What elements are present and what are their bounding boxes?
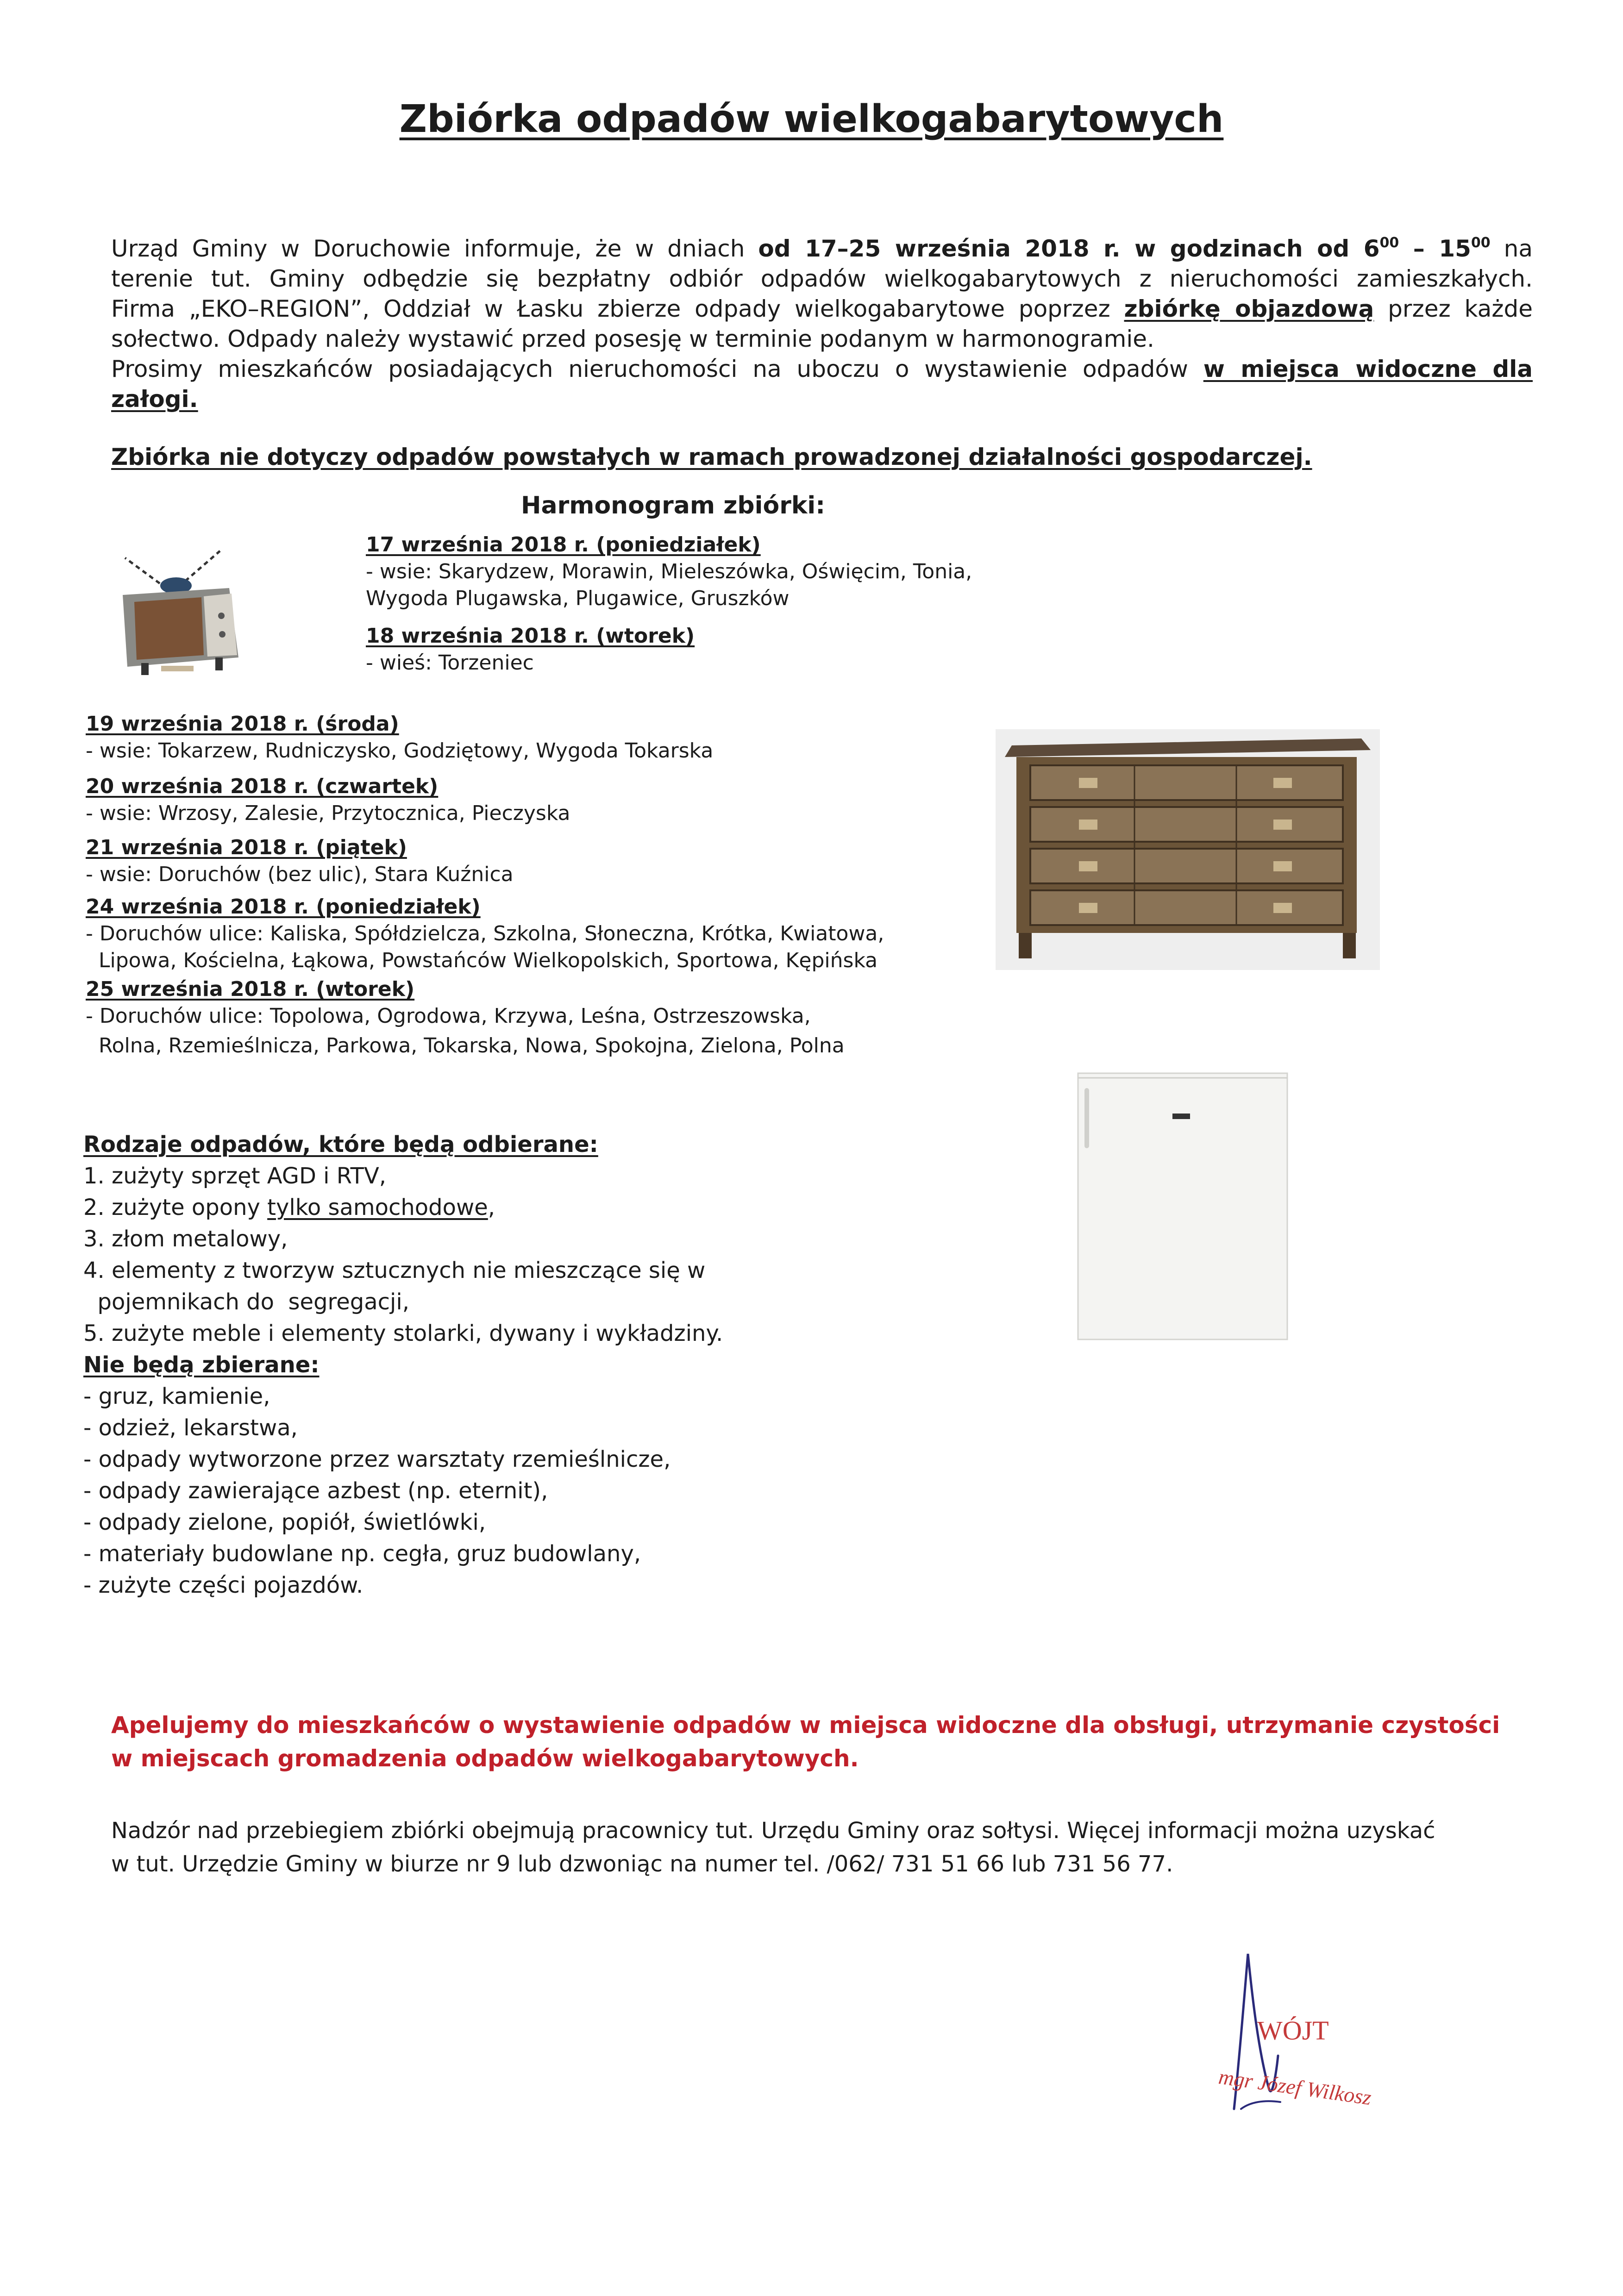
accepted-text: , — [488, 1195, 495, 1220]
contact-paragraph — [111, 1814, 1537, 1881]
rejected-item: - odzież, lekarstwa, — [83, 1415, 298, 1441]
schedule-line: - Doruchów ulice: Topolowa, Ogrodowa, Krzywa, Leśna, Ostrzeszowska, — [86, 1004, 811, 1028]
accepted-text: 2. zużyte opony — [83, 1195, 268, 1220]
schedule-day — [86, 773, 570, 827]
schedule-heading: Harmonogram zbiórki: — [521, 492, 826, 519]
schedule-line: Wygoda Plugawska, Plugawice, Gruszków — [366, 587, 790, 610]
fridge-icon — [1074, 1070, 1292, 1343]
contact-line: Nadzór nad przebiegiem zbiórki obejmują pracownicy tut. Urzędu Gminy oraz sołtysi. Więcej informacji można uzyskać — [111, 1818, 1435, 1844]
schedule-date: 17 września 2018 r. (poniedziałek) — [366, 533, 761, 557]
accepted-item: 5. zużyte meble i elementy stolarki, dywany i wykładziny. — [83, 1320, 723, 1346]
schedule-line: - wsie: Wrzosy, Zalesie, Przytocznica, Pieczyska — [86, 801, 570, 825]
schedule-date: 19 września 2018 r. (środa) — [86, 712, 399, 736]
intro-text: przez każde — [1374, 295, 1533, 322]
rejected-item: - gruz, kamienie, — [83, 1383, 270, 1409]
intro-text: Urząd Gminy w Doruchowie informuje, że w dniach — [111, 235, 758, 262]
schedule-day — [86, 976, 845, 1062]
appeal-line: w miejscach gromadzenia odpadów wielkogabarytowych. — [111, 1745, 859, 1772]
intro-line-2: terenie tut. Gminy odbędzie się bezpłatny odbiór odpadów wielkogabarytowych z nieruchomości zamieszkałych. — [111, 265, 1533, 292]
schedule-line: - wsie: Skarydzew, Morawin, Mieleszówka, Oświęcim, Tonia, — [366, 560, 972, 583]
accepted-item: 3. złom metalowy, — [83, 1226, 288, 1252]
schedule-day — [86, 894, 884, 974]
intro-dates-text: – 15 — [1399, 235, 1471, 262]
appeal-line: Apelujemy do mieszkańców o wystawienie odpadów w miejsca widoczne dla obsługi, utrzymanie czystości — [111, 1712, 1500, 1739]
schedule-line: Lipowa, Kościelna, Łąkowa, Powstańców Wielkopolskich, Sportowa, Kępińska — [86, 949, 878, 972]
intro-line-1 — [111, 234, 1533, 264]
intro-line-6: załogi. — [111, 386, 198, 413]
schedule-date: 25 września 2018 r. (wtorek) — [86, 977, 415, 1001]
accepted-heading: Rodzaje odpadów, które będą odbierane: — [83, 1132, 598, 1157]
accepted-item: pojemnikach do segregacji, — [83, 1289, 409, 1315]
hour-superscript: 00 — [1379, 235, 1399, 251]
appeal-paragraph — [111, 1708, 1537, 1775]
schedule-line: - Doruchów ulice: Kaliska, Spółdzielcza, Szkolna, Słoneczna, Krótka, Kwiatowa, — [86, 922, 884, 945]
rejected-item: - odpady zielone, popiół, świetlówki, — [83, 1509, 486, 1535]
intro-dates-text: od 17–25 września 2018 r. w godzinach od 6 — [758, 235, 1380, 262]
schedule-day — [86, 834, 514, 888]
schedule-date: 20 września 2018 r. (czwartek) — [86, 775, 439, 798]
schedule-day — [366, 623, 695, 676]
schedule-date: 18 września 2018 r. (wtorek) — [366, 624, 695, 648]
accepted-item: 4. elementy z tworzyw sztucznych nie mieszczące się w — [83, 1257, 706, 1283]
rejected-item: - odpady zawierające azbest (np. eternit), — [83, 1478, 548, 1504]
intro-line-3 — [111, 294, 1533, 324]
tv-icon — [116, 542, 250, 681]
rejected-heading: Nie będą zbierane: — [83, 1352, 320, 1378]
schedule-date: 21 września 2018 r. (piątek) — [86, 836, 407, 859]
intro-emphasis: zbiórkę objazdową — [1124, 295, 1374, 322]
page-title: Zbiórka odpadów wielkogabarytowych — [399, 97, 1224, 141]
intro-emphasis: w miejsca widoczne dla — [1203, 356, 1533, 382]
schedule-line: - wieś: Torzeniec — [366, 651, 534, 675]
intro-text: na — [1490, 235, 1533, 262]
rejected-item: - zużyte części pojazdów. — [83, 1572, 363, 1598]
intro-dates — [758, 235, 1490, 262]
intro-text: Firma „EKO–REGION”, Oddział w Łasku zbierze odpady wielkogabarytowe poprzez — [111, 295, 1124, 322]
rejected-item: - odpady wytworzone przez warsztaty rzemieślnicze, — [83, 1446, 671, 1472]
dresser-icon — [996, 729, 1380, 970]
accepted-item: 1. zużyty sprzęt AGD i RTV, — [83, 1163, 387, 1189]
intro-line-4: sołectwo. Odpady należy wystawić przed posesję w terminie podanym w harmonogramie. — [111, 325, 1154, 352]
signature-stamp — [1199, 1949, 1440, 2125]
rejected-item: - materiały budowlane np. cegła, gruz budowlany, — [83, 1541, 641, 1567]
hour-superscript: 00 — [1471, 235, 1491, 251]
waste-lists — [83, 1129, 723, 1601]
exclusion-notice: Zbiórka nie dotyczy odpadów powstałych w ramach prowadzonej działalności gospodarczej. — [111, 444, 1312, 470]
schedule-line: - wsie: Tokarzew, Rudniczysko, Godziętowy, Wygoda Tokarska — [86, 739, 714, 763]
schedule-day — [86, 711, 713, 764]
schedule-line: Rolna, Rzemieślnicza, Parkowa, Tokarska, Nowa, Spokojna, Zielona, Polna — [86, 1034, 845, 1057]
stamp-name: mgr Józef Wilkosz — [1217, 2065, 1373, 2110]
schedule-day — [366, 532, 972, 612]
accepted-emphasis: tylko samochodowe — [267, 1195, 488, 1220]
accepted-item — [83, 1192, 723, 1223]
schedule-date: 24 września 2018 r. (poniedziałek) — [86, 895, 481, 919]
intro-paragraph — [111, 234, 1533, 414]
schedule-line: - wsie: Doruchów (bez ulic), Stara Kuźnica — [86, 863, 514, 886]
contact-line: w tut. Urzędzie Gminy w biurze nr 9 lub dzwoniąc na numer tel. /062/ 731 51 66 lub 731 56 77. — [111, 1851, 1173, 1877]
intro-line-5 — [111, 354, 1533, 384]
stamp-title: WÓJT — [1257, 2015, 1329, 2046]
intro-text: Prosimy mieszkańców posiadających nieruchomości na uboczu o wystawienie odpadów — [111, 356, 1203, 382]
